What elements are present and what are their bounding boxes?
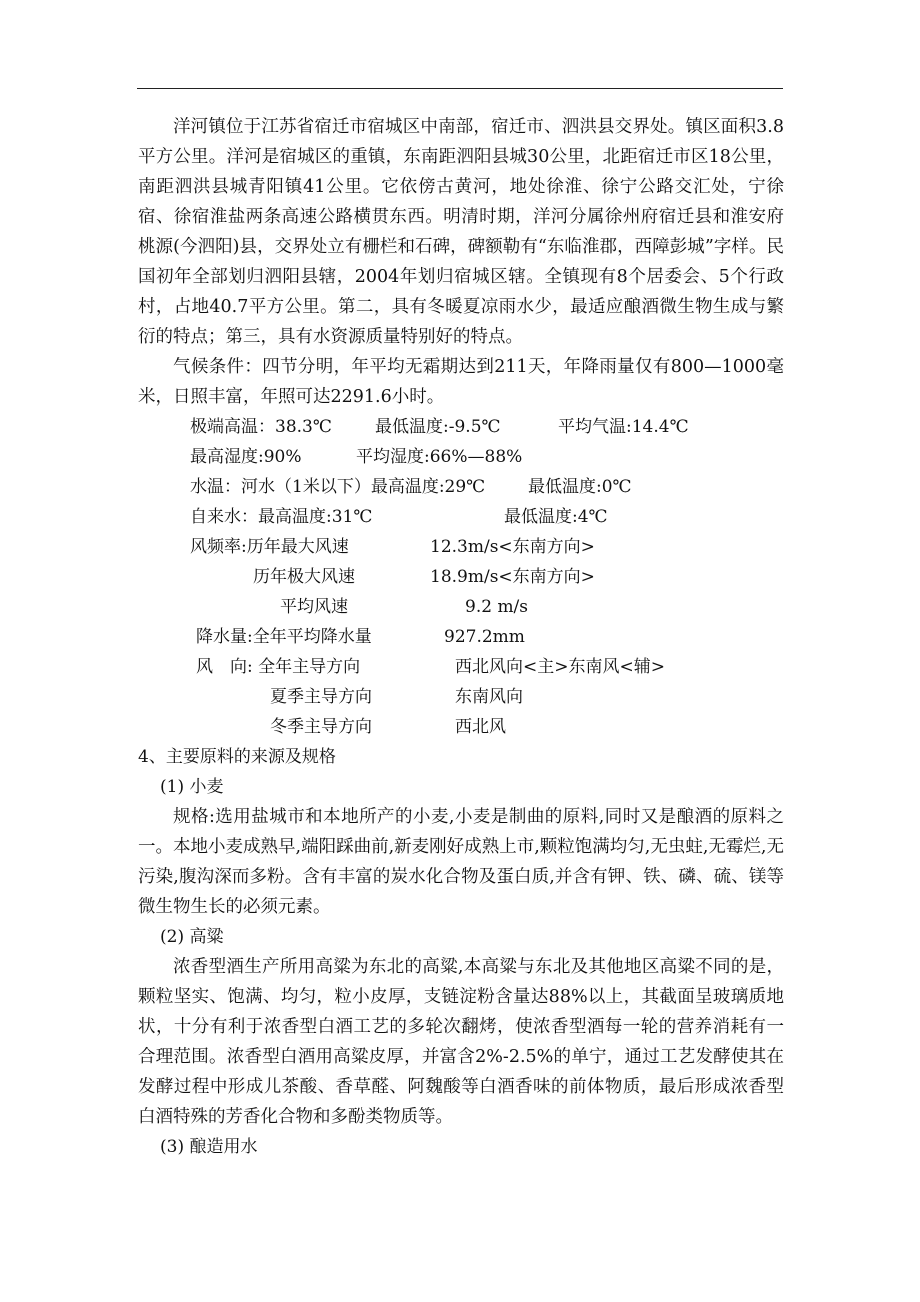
climate-row-precipitation <box>138 622 784 652</box>
tap-water-min-temp: 最低温度:4℃ <box>504 507 608 527</box>
precipitation-value: 927.2mm <box>444 627 525 647</box>
climate-row-temperature <box>138 412 784 442</box>
section-title-raw-materials: 4、主要原料的来源及规格 <box>138 747 336 767</box>
max-wind-value: 12.3m/s<东南方向> <box>430 537 595 557</box>
subsection-title-wheat: (1) 小麦 <box>160 777 224 797</box>
climate-row-summer-wind <box>138 682 784 712</box>
wheat-paragraph: 规格:选用盐城市和本地所产的小麦,小麦是制曲的原料,同时又是酿酒的原料之一。本地小麦成熟早,端阳踩曲前,新麦刚好成熟上市,颗粒饱满均匀,无虫蛀,无霉烂,无污染,腹沟深而多粉。含有丰富的炭水化合物及蛋白质,并含有钾、铁、磷、硫、镁等微生物生长的必须元素。 <box>138 807 784 917</box>
intro-paragraph: 洋河镇位于江苏省宿迁市宿城区中南部，宿迁市、泗洪县交界处。镇区面积3.8平方公里。洋河是宿城区的重镇，东南距泗阳县城30公里，北距宿迁市区18公里，南距泗洪县城青阳镇41公里。它依傍古黄河，地处徐淮、徐宁公路交汇处，宁徐宿、徐宿淮盐两条高速公路横贯东西。明清时期，洋河分属徐州府宿迁县和淮安府桃源(今泗阳)县，交界处立有栅栏和石碑，碑额勒有“东临淮郡，西障彭城”字样。民国初年全部划归泗阳县辖，2004年划归宿城区辖。全镇现有8个居委会、5个行政村，占地40.7平方公里。第二，具有冬暖夏凉雨水少，最适应酿酒微生物生成与繁衍的特点；第三，具有水资源质量特别好的特点。 <box>138 117 784 347</box>
average-temp: 平均气温:14.4℃ <box>558 417 689 437</box>
climate-row-wind-direction <box>138 652 784 682</box>
winter-wind-label: 冬季主导方向 <box>270 717 372 737</box>
document-body <box>138 112 784 1162</box>
climate-row-max-wind <box>138 532 784 562</box>
tap-water-max-temp: 自来水：最高温度:31℃ <box>190 507 373 527</box>
winter-wind-value: 西北风 <box>455 717 506 737</box>
average-wind-value: 9.2 m/s <box>465 597 529 617</box>
river-water-max-temp: 水温：河水（1米以下）最高温度:29℃ <box>190 477 486 497</box>
climate-row-winter-wind <box>138 712 784 742</box>
max-wind-label: 风频率:历年最大风速 <box>190 537 349 557</box>
summer-wind-label: 夏季主导方向 <box>270 687 372 707</box>
climate-row-tap-water <box>138 502 784 532</box>
climate-row-extreme-wind <box>138 562 784 592</box>
extreme-wind-label: 历年极大风速 <box>253 567 355 587</box>
lowest-temp: 最低温度:-9.5℃ <box>375 417 501 437</box>
subsection-title-sorghum: (2) 高粱 <box>160 927 224 947</box>
climate-row-humidity <box>138 442 784 472</box>
wind-direction-value: 西北风向<主>东南风<辅> <box>455 657 665 677</box>
sorghum-paragraph: 浓香型酒生产所用高粱为东北的高粱,本高粱与东北及其他地区高粱不同的是，颗粒坚实、饱满、均匀，粒小皮厚，支链淀粉含量达88%以上，其截面呈玻璃质地状，十分有利于浓香型白酒工艺的多轮次翻烤，使浓香型酒每一轮的营养消耗有一合理范围。浓香型白酒用高粱皮厚，并富含2%-2.5%的单宁，通过工艺发酵使其在发酵过程中形成儿茶酸、香草醛、阿魏酸等白酒香味的前体物质，最后形成浓香型白酒特殊的芳香化合物和多酚类物质等。 <box>138 957 784 1127</box>
climate-row-river-water <box>138 472 784 502</box>
extreme-wind-value: 18.9m/s<东南方向> <box>430 567 595 587</box>
river-water-min-temp: 最低温度:0℃ <box>528 477 632 497</box>
summer-wind-value: 东南风向 <box>455 687 523 707</box>
climate-intro-paragraph: 气候条件：四节分明，年平均无霜期达到211天，年降雨量仅有800—1000毫米，日照丰富，年照可达2291.6小时。 <box>138 357 784 407</box>
climate-row-average-wind <box>138 592 784 622</box>
header-rule <box>137 88 783 89</box>
subsection-title-brewing-water: (3) 酿造用水 <box>160 1137 258 1157</box>
extreme-high-temp: 极端高温：38.3℃ <box>190 417 332 437</box>
wind-direction-label: 风 向: 全年主导方向 <box>196 657 361 677</box>
average-humidity: 平均湿度:66%—88% <box>356 447 523 467</box>
highest-humidity: 最高湿度:90% <box>190 447 302 467</box>
average-wind-label: 平均风速 <box>280 597 348 617</box>
precipitation-label: 降水量:全年平均降水量 <box>196 627 372 647</box>
